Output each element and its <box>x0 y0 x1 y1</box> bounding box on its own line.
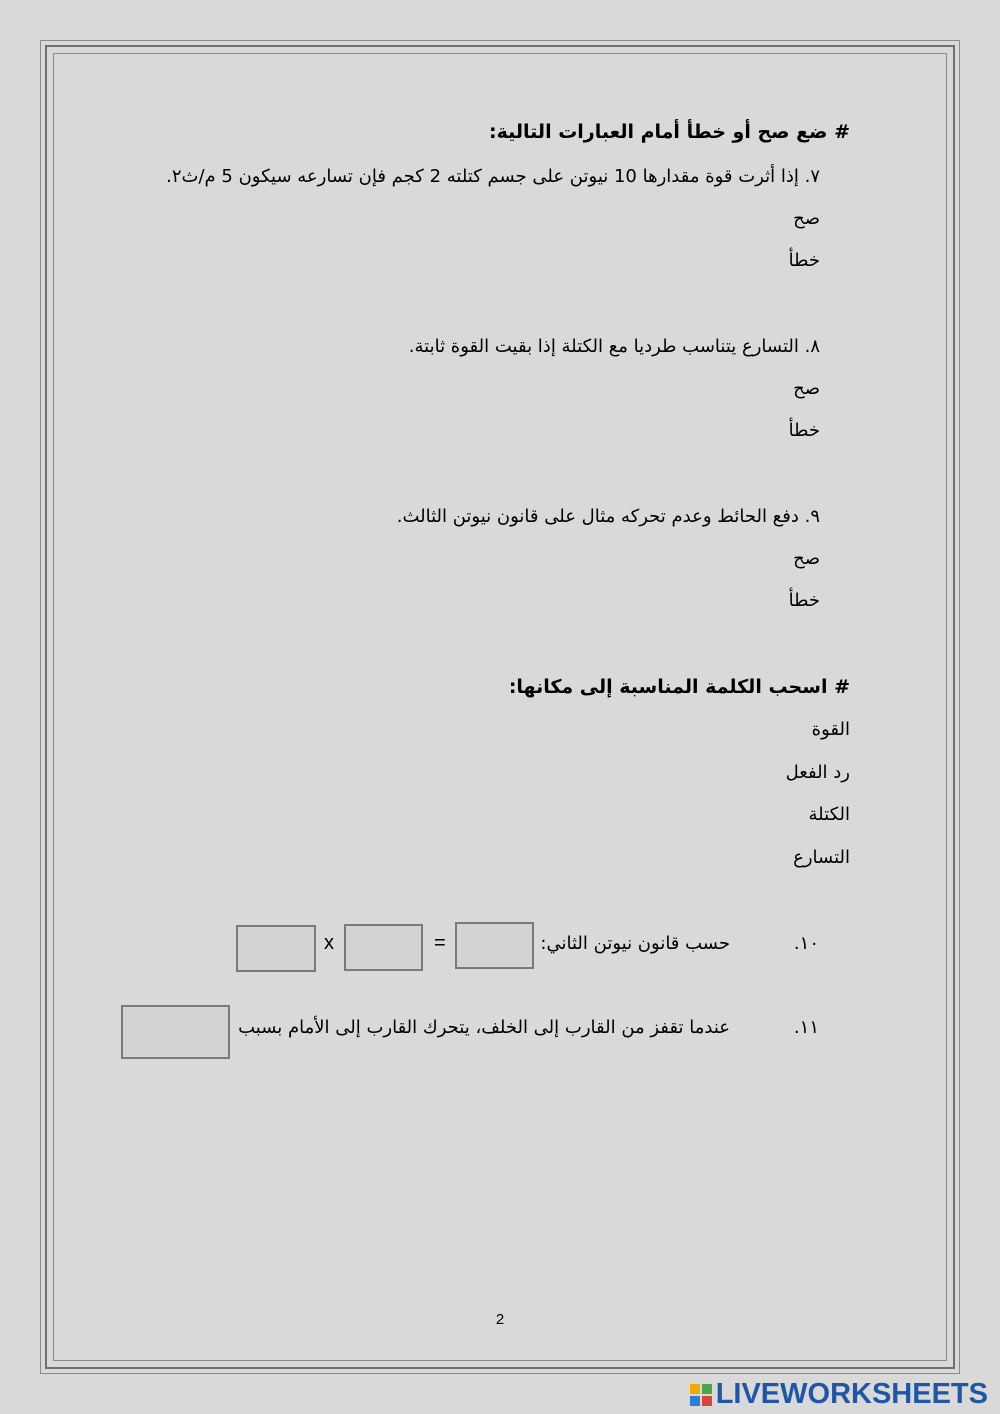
multiply-sign: x <box>324 932 334 954</box>
question-10-drop-box-mass[interactable] <box>344 924 423 971</box>
liveworksheets-logo-icon <box>690 1384 712 1406</box>
drag-word-reaction[interactable]: رد الفعل <box>785 762 850 783</box>
question-9-false-option[interactable]: خطأ <box>788 590 820 611</box>
drag-word-acceleration[interactable]: التسارع <box>793 847 850 868</box>
question-11-drop-box[interactable] <box>121 1005 230 1059</box>
question-11-number: ١١. <box>793 1017 819 1038</box>
question-7-true-option[interactable]: صح <box>793 208 820 229</box>
equals-sign: = <box>434 932 446 954</box>
liveworksheets-brand-name: LIVEWORKSHEETS <box>715 1378 988 1410</box>
drag-words-heading: # اسحب الكلمة المناسبة إلى مكانها: <box>508 676 850 698</box>
page-number: 2 <box>495 1311 505 1328</box>
question-8-text: ٨. التسارع يتناسب طرديا مع الكتلة إذا بقيت القوة ثابتة. <box>408 336 820 357</box>
question-8-false-option[interactable]: خطأ <box>788 420 820 441</box>
liveworksheets-logo <box>690 1378 988 1411</box>
question-9-true-option[interactable]: صح <box>793 548 820 569</box>
drag-word-force[interactable]: القوة <box>811 719 850 740</box>
question-10-text: حسب قانون نيوتن الثاني: <box>540 933 730 954</box>
true-false-heading: # ضع صح أو خطأ أمام العبارات التالية: <box>489 121 850 143</box>
question-8-true-option[interactable]: صح <box>793 378 820 399</box>
question-10-number: ١٠. <box>793 933 819 954</box>
question-10-drop-box-force[interactable] <box>455 922 534 969</box>
question-11-text: عندما تقفز من القارب إلى الخلف، يتحرك القارب إلى الأمام بسبب <box>238 1017 730 1038</box>
question-7-false-option[interactable]: خطأ <box>788 250 820 271</box>
question-7-text: ٧. إذا أثرت قوة مقدارها 10 نيوتن على جسم كتلته 2 كجم فإن تسارعه سيكون 5 م/ث٢. <box>166 166 820 187</box>
drag-word-mass[interactable]: الكتلة <box>808 804 850 825</box>
question-9-text: ٩. دفع الحائط وعدم تحركه مثال على قانون نيوتن الثالث. <box>396 506 820 527</box>
question-10-drop-box-acceleration[interactable] <box>236 925 316 972</box>
